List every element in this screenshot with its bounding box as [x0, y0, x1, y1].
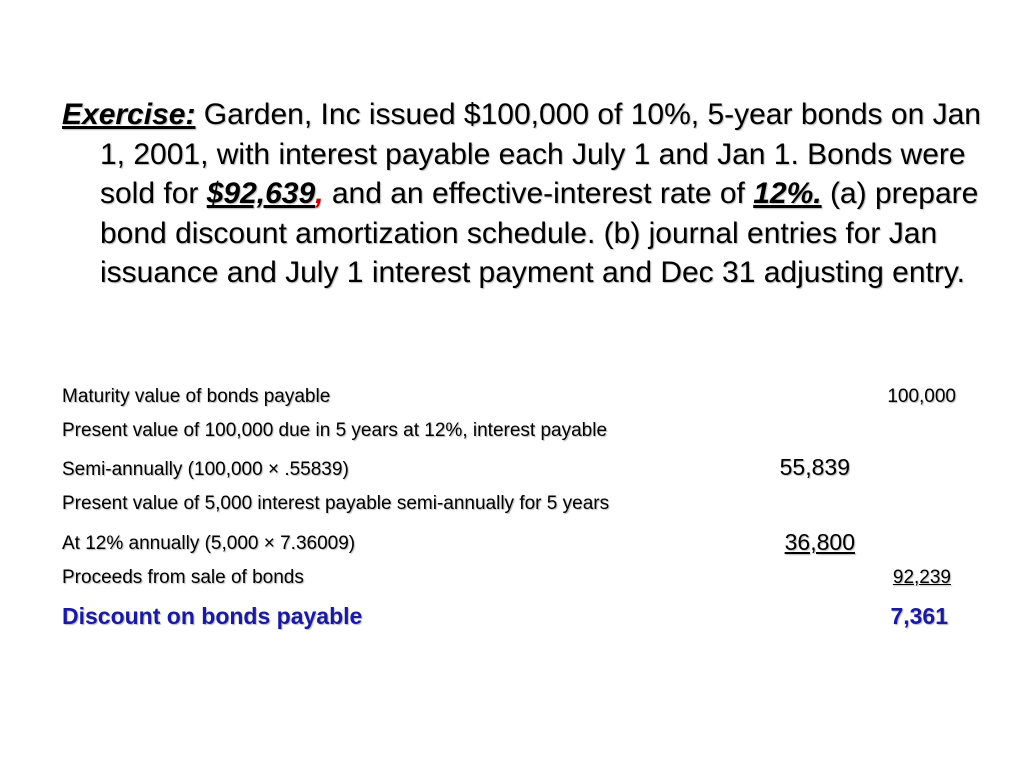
proceeds-value: 92,239: [892, 567, 951, 588]
bond-price: $92,639: [206, 177, 316, 210]
discount-value: 7,361: [890, 603, 948, 629]
exercise-text-part-1: Garden, Inc issued $100,000 of 10%, 5-year bonds on Jan 1, 2001, with interest payable each July 1 and Jan 1. Bonds were sold for: [100, 98, 981, 210]
discount-label: Discount on bonds payable: [62, 603, 363, 629]
pv-principal-label-line-1: Present value of 100,000 due in 5 years at 12%, interest payable: [62, 420, 608, 441]
pv-interest-label-line-1: Present value of 5,000 interest payable semi-annually for 5 years: [62, 493, 610, 514]
price-comma: ,: [315, 177, 324, 210]
proceeds-label: Proceeds from sale of bonds: [62, 567, 304, 588]
pv-interest-value: 36,800: [784, 529, 855, 555]
exercise-text-part-3: (a) prepare bond discount amortization schedule. (b) journal entries for Jan issuance and July 1 interest payment and Dec 31 adjusting entry.: [100, 177, 979, 289]
pv-principal-value: 55,839: [779, 454, 850, 480]
effective-rate: 12%.: [753, 177, 822, 210]
pv-principal-label-line-2: Semi-annually (100,000 × .55839): [62, 459, 349, 480]
maturity-label: Maturity value of bonds payable: [62, 386, 331, 407]
exercise-paragraph: [62, 95, 1010, 293]
maturity-value: 100,000: [887, 386, 956, 407]
exercise-label: Exercise:: [62, 98, 196, 131]
exercise-text-part-2: and an effective-interest rate of: [323, 177, 754, 210]
pv-interest-label-line-2: At 12% annually (5,000 × 7.36009): [62, 533, 356, 554]
